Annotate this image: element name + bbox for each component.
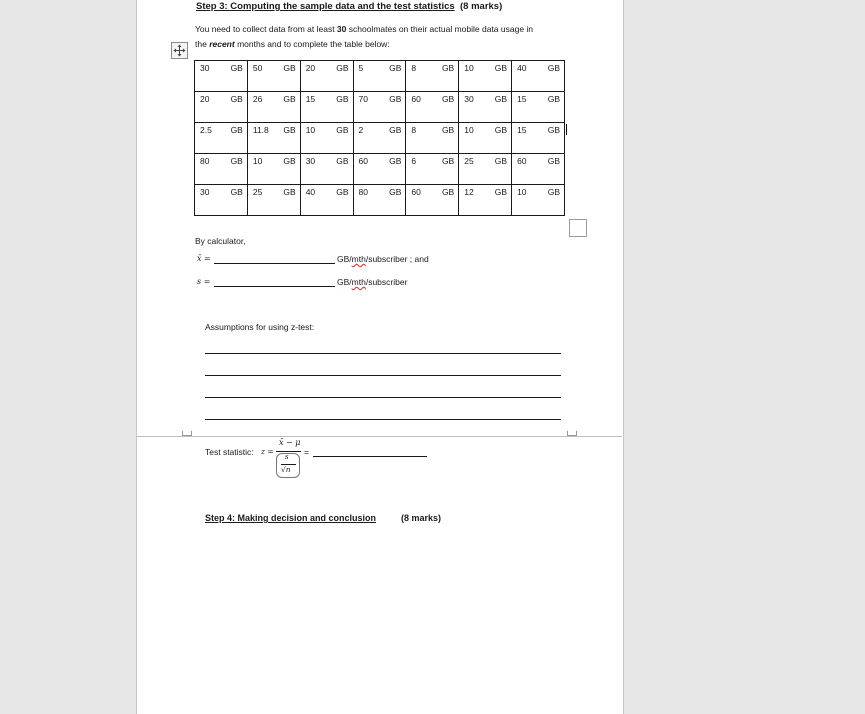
table-row (195, 92, 565, 123)
cell-unit: GB (547, 156, 560, 166)
cell-unit: GB (494, 63, 508, 73)
assumptions-label: Assumptions for using z-test: (205, 322, 315, 332)
table-cell[interactable] (300, 185, 353, 216)
cell-value: 20 (305, 63, 316, 73)
step4-marks: (8 marks) (401, 513, 442, 523)
test-statistic-equals: = (304, 447, 309, 457)
assumption-line-4[interactable] (205, 419, 561, 420)
cell-value: 6 (411, 156, 417, 166)
cell-value: 8 (411, 63, 417, 73)
table-cell[interactable] (353, 92, 406, 123)
test-statistic-answer-line[interactable] (313, 456, 427, 457)
table-cell[interactable] (195, 61, 248, 92)
cell-unit: GB (230, 187, 243, 197)
cell-value: 80 (200, 156, 210, 166)
cell-unit: GB (547, 94, 560, 104)
assumption-line-1[interactable] (205, 353, 561, 354)
table-cell[interactable] (406, 154, 459, 185)
cell-unit: GB (283, 94, 296, 104)
step4-heading: Step 4: Making decision and conclusion (205, 513, 377, 523)
formula-numerator: x̄ − μ (279, 438, 301, 447)
cell-unit: GB (494, 94, 508, 104)
assumption-line-3[interactable] (205, 397, 561, 398)
cell-value: 30 (200, 187, 210, 197)
cell-unit: GB (389, 63, 402, 73)
cell-value: 15 (517, 94, 527, 104)
table-cell[interactable] (512, 154, 565, 185)
cell-unit: GB (230, 63, 243, 73)
cell-value: 5 (358, 63, 364, 73)
cell-unit: GB (547, 125, 560, 135)
cell-unit: GB (230, 94, 243, 104)
cell-value: 80 (358, 187, 368, 197)
table-cell[interactable] (459, 154, 512, 185)
table-cell[interactable] (300, 123, 353, 154)
instruction-line-1: You need to collect data from at least 30 schoolmates on their actual mobile data usage in (195, 24, 534, 34)
table-move-handle[interactable] (171, 42, 188, 59)
xbar-unit: GB/mth/subscriber ; and (337, 254, 429, 264)
cell-unit: GB (283, 156, 296, 166)
table-cell[interactable] (195, 185, 248, 216)
table-cell[interactable] (247, 61, 300, 92)
fraction-bar (276, 451, 301, 452)
table-cell[interactable] (247, 92, 300, 123)
table-cell[interactable] (247, 154, 300, 185)
xbar-answer-line[interactable] (214, 263, 335, 264)
cell-value: 40 (305, 187, 316, 197)
cell-value: 30 (305, 156, 316, 166)
table-cell[interactable] (195, 123, 248, 154)
formula-denominator-top: s (285, 453, 289, 461)
table-cell[interactable] (406, 92, 459, 123)
table-cell[interactable] (247, 123, 300, 154)
cell-value: 30 (464, 94, 474, 104)
z-symbol: z = (261, 447, 274, 456)
cell-value: 10 (252, 156, 263, 166)
cell-value: 10 (305, 125, 316, 135)
cell-value: 60 (517, 156, 527, 166)
table-cell[interactable] (353, 154, 406, 185)
cell-unit: GB (389, 125, 402, 135)
cell-unit: GB (336, 156, 349, 166)
cell-unit: GB (441, 63, 455, 73)
cell-value: 15 (517, 125, 527, 135)
table-cell[interactable] (512, 123, 565, 154)
cell-unit: GB (547, 63, 560, 73)
data-usage-table (194, 60, 565, 216)
cell-value: 25 (252, 187, 263, 197)
table-cell[interactable] (406, 123, 459, 154)
table-row (195, 154, 565, 185)
cell-value: 8 (411, 125, 417, 135)
table-cell[interactable] (459, 92, 512, 123)
table-row (195, 61, 565, 92)
cell-value: 70 (358, 94, 368, 104)
cell-value: 40 (517, 63, 527, 73)
cell-unit: GB (389, 156, 402, 166)
table-cell[interactable] (195, 154, 248, 185)
table-cell[interactable] (353, 185, 406, 216)
cell-unit: GB (336, 63, 349, 73)
by-calculator-label: By calculator, (195, 236, 246, 246)
text-cursor (566, 124, 567, 135)
cell-unit: GB (283, 125, 296, 135)
table-cell[interactable] (406, 185, 459, 216)
cell-unit: GB (441, 94, 455, 104)
table-row (195, 123, 565, 154)
cell-unit: GB (389, 94, 402, 104)
cell-value: 2 (358, 125, 364, 135)
formula-denominator-bottom: √n (281, 465, 291, 474)
cell-value: 30 (200, 63, 210, 73)
step3-marks: (8 marks) (460, 1, 503, 12)
cell-unit: GB (283, 63, 296, 73)
table-cell[interactable] (459, 61, 512, 92)
move-arrows-icon (173, 44, 186, 57)
cell-unit: GB (230, 125, 243, 135)
cell-unit: GB (494, 125, 508, 135)
cell-unit: GB (336, 125, 349, 135)
cell-value: 20 (200, 94, 210, 104)
cell-unit: GB (441, 187, 455, 197)
cell-value: 11.8 (252, 125, 269, 135)
table-row (195, 185, 565, 216)
cell-unit: GB (336, 187, 349, 197)
table-cell[interactable] (247, 185, 300, 216)
cell-unit: GB (336, 94, 349, 104)
cell-value: 25 (464, 156, 474, 166)
table-cell[interactable] (512, 92, 565, 123)
cell-unit: GB (494, 187, 508, 197)
instruction-line-2: the recent months and to complete the table below: (195, 39, 390, 49)
cell-value: 60 (411, 94, 421, 104)
table-cell[interactable] (300, 154, 353, 185)
step3-heading: Step 3: Computing the sample data and the test statistics (196, 1, 455, 12)
page-break (136, 436, 622, 437)
cell-unit: GB (441, 156, 455, 166)
xbar-symbol: x̄ = (197, 254, 211, 263)
table-cell[interactable] (300, 61, 353, 92)
s-answer-line[interactable] (214, 286, 335, 287)
table-cell[interactable] (459, 185, 512, 216)
table-cell[interactable] (512, 61, 565, 92)
cell-value: 26 (252, 94, 263, 104)
cell-unit: GB (547, 187, 560, 197)
table-cell[interactable] (353, 61, 406, 92)
assumption-line-2[interactable] (205, 375, 561, 376)
s-symbol: s = (197, 277, 211, 286)
cell-value: 50 (252, 63, 263, 73)
cell-value: 15 (305, 94, 316, 104)
table-cell[interactable] (512, 185, 565, 216)
table-cell[interactable] (459, 123, 512, 154)
table-resize-handle[interactable] (569, 219, 587, 237)
table-cell[interactable] (406, 61, 459, 92)
cell-unit: GB (389, 187, 402, 197)
cell-value: 60 (358, 156, 368, 166)
cell-unit: GB (230, 156, 243, 166)
table-cell[interactable] (353, 123, 406, 154)
cell-value: 10 (464, 125, 474, 135)
cell-unit: GB (494, 156, 508, 166)
cell-unit: GB (283, 187, 296, 197)
test-statistic-label: Test statistic: (205, 447, 254, 457)
table-cell[interactable] (195, 92, 248, 123)
s-unit: GB/mth/subscriber (337, 277, 408, 287)
cell-value: 10 (517, 187, 527, 197)
table-cell[interactable] (300, 92, 353, 123)
cell-value: 12 (464, 187, 474, 197)
cell-unit: GB (441, 125, 455, 135)
cell-value: 10 (464, 63, 474, 73)
cell-value: 2.5 (200, 125, 212, 135)
cell-value: 60 (411, 187, 421, 197)
